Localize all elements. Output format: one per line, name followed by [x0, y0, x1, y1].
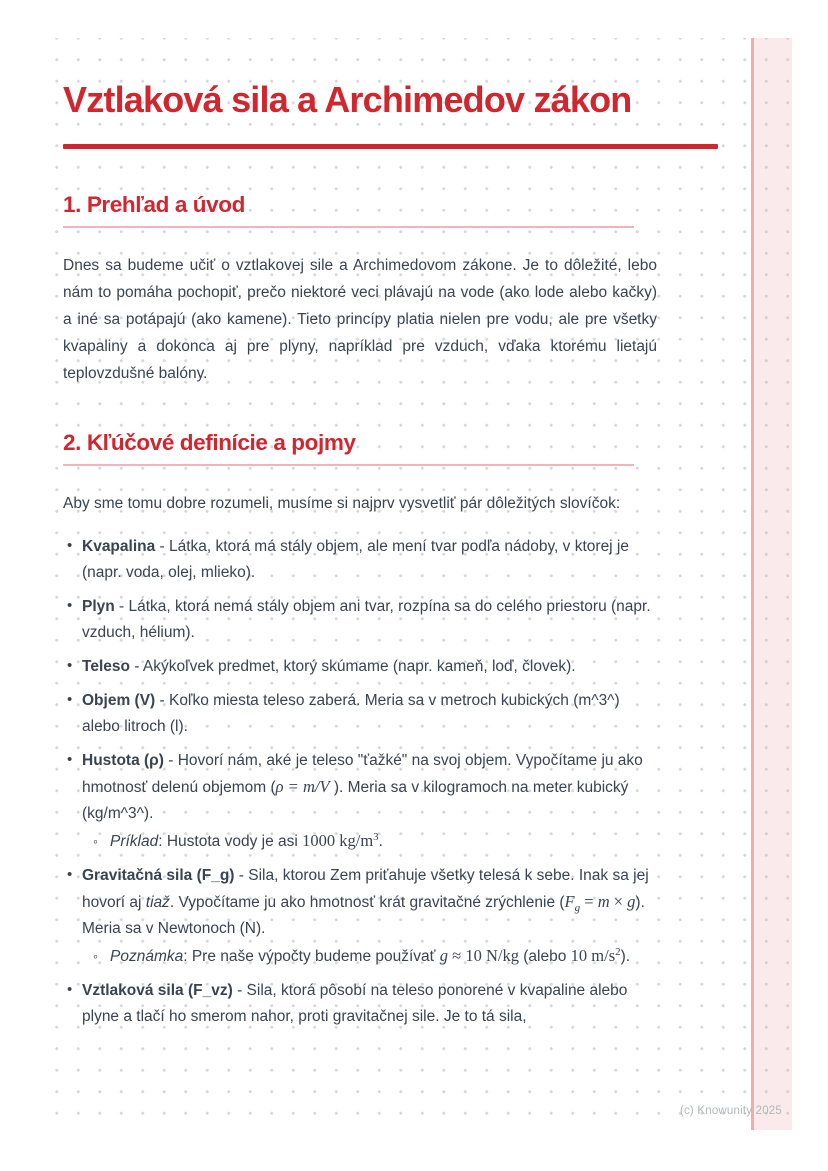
- text-run: g: [574, 902, 581, 915]
- text-run: - Sila, ktorou Zem priťahuje všetky telesá k sebe. Inak sa jej hovorí aj: [82, 867, 649, 911]
- text-run: 1000 kg/m: [302, 831, 374, 850]
- bullet-icon: •: [67, 751, 73, 768]
- circle-bullet-icon: ◦: [93, 833, 98, 849]
- definition-text: [82, 538, 629, 581]
- sub-item-text: [110, 945, 631, 965]
- text-run: Gravitačná sila (F_g): [82, 867, 235, 884]
- text-run: - Hovorí nám, aké je teleso "ťažké" na svoj objem. Vypočítame ju ako hmotnosť delenú objemom (: [82, 752, 643, 796]
- text-run: 2: [615, 945, 621, 958]
- definition-text: [82, 598, 651, 641]
- sub-item-text: [110, 830, 383, 850]
- text-run: ). Meria sa v kilogramoch na meter kubický (kg/m^3^).: [82, 779, 629, 822]
- definition-item: [63, 654, 657, 680]
- text-run: - Sila, ktorá pôsobí na teleso ponorené v kvapaline alebo plyne a tlačí ho smerom nahor, proti gravitačnej sile. Je to tá sila,: [82, 982, 628, 1025]
- definition-item: [63, 688, 657, 740]
- section-heading-1: 1. Prehľad a úvod: [63, 192, 245, 217]
- definition-item: [63, 863, 657, 970]
- text-run: Objem (V): [82, 692, 156, 709]
- text-run: : Pre naše výpočty budeme používať: [183, 948, 440, 965]
- text-run: ρ = m/V: [275, 777, 330, 796]
- text-run: Poznámka: [110, 948, 184, 965]
- definition-text: [82, 752, 643, 822]
- sub-list: [82, 943, 657, 970]
- title-divider: [63, 144, 718, 149]
- text-run: Teleso: [82, 658, 130, 675]
- text-run: m: [597, 892, 610, 911]
- section-2-paragraph: Aby sme tomu dobre rozumeli, musíme si najprv vysvetliť pár dôležitých slovíčok:: [63, 495, 621, 512]
- text-run: Vztlaková sila (F_vz): [82, 982, 233, 999]
- definition-text: [82, 658, 576, 675]
- text-run: ).: [620, 948, 631, 965]
- text-run: Hustota (ρ): [82, 752, 164, 769]
- text-run: Kvapalina: [82, 538, 156, 555]
- section-1-paragraph: Dnes sa budeme učiť o vztlakovej sile a Archimedovom zákone. Je to dôležité, lebo nám to pomáha pochopiť, prečo niektoré veci plávajú na vode (ako lode alebo kačky) a iné sa potápajú (ako kamene). Tieto princípy platia nielen pre vodu, ale pre všetky kvapaliny a dokonca aj pre plyny, napríklad pre vzduch, vďaka ktorému lietajú teplovzdušné balóny.: [63, 257, 657, 382]
- text-run: - Látka, ktorá má stály objem, ale mení tvar podľa nádoby, v ktorej je (napr. voda, olej, mlieko).: [82, 538, 629, 581]
- bullet-icon: •: [67, 657, 73, 674]
- document-page: [38, 38, 792, 1130]
- definition-item: [63, 594, 657, 646]
- text-run: - Akýkoľvek predmet, ktorý skúmame (napr. kameň, loď, človek).: [129, 658, 576, 675]
- sub-list-item: [90, 828, 657, 855]
- text-run: g: [439, 946, 449, 965]
- definition-text: [82, 982, 627, 1025]
- text-run: . Vypočítame ju ako hmotnosť krát gravitačné zrýchlenie (: [169, 894, 565, 911]
- text-run: Príklad: [110, 833, 159, 850]
- section-heading-2-underline: [63, 464, 634, 466]
- text-run: 3: [373, 830, 379, 843]
- text-run: .: [378, 833, 383, 850]
- bullet-icon: •: [67, 866, 73, 883]
- bullet-icon: •: [67, 981, 73, 998]
- bullet-icon: •: [67, 597, 73, 614]
- watermark: (c) Knowunity 2025: [679, 1105, 782, 1117]
- sub-list-item: [90, 943, 657, 970]
- text-run: - Látka, ktorá nemá stály objem ani tvar, rozpína sa do celého priestoru (napr. vzduch, hélium).: [82, 598, 651, 641]
- text-run: : Hustota vody je asi: [158, 833, 303, 850]
- text-run: (alebo: [518, 948, 571, 965]
- definition-text: [82, 692, 620, 735]
- text-run: F: [564, 892, 575, 911]
- definition-text: [82, 867, 649, 937]
- text-run: g: [627, 892, 636, 911]
- text-run: 10 m/s: [570, 946, 616, 965]
- text-run: Plyn: [82, 598, 115, 615]
- section-heading-2: 2. Kľúčové definície a pojmy: [63, 430, 356, 455]
- definition-item: [63, 748, 657, 855]
- text-run: - Koľko miesta teleso zaberá. Meria sa v metroch kubických (m^3^) alebo litroch (l).: [82, 692, 620, 735]
- text-run: ≈ 10 N/kg: [448, 946, 519, 965]
- definition-item: [63, 534, 657, 586]
- bullet-icon: •: [67, 537, 73, 554]
- document-content: [38, 38, 792, 1030]
- text-run: ×: [609, 892, 628, 911]
- document-title: Vztlaková sila a Archimedov zákon: [63, 79, 632, 120]
- text-run: tiaž: [145, 894, 170, 911]
- section-heading-1-underline: [63, 226, 634, 228]
- definitions-list: [63, 534, 657, 1030]
- circle-bullet-icon: ◦: [93, 948, 98, 964]
- definition-item: [63, 978, 657, 1030]
- text-run: =: [580, 892, 598, 911]
- sub-list: [82, 828, 657, 855]
- text-run: ). Meria sa v Newtonoch (N).: [82, 894, 645, 937]
- bullet-icon: •: [67, 691, 73, 708]
